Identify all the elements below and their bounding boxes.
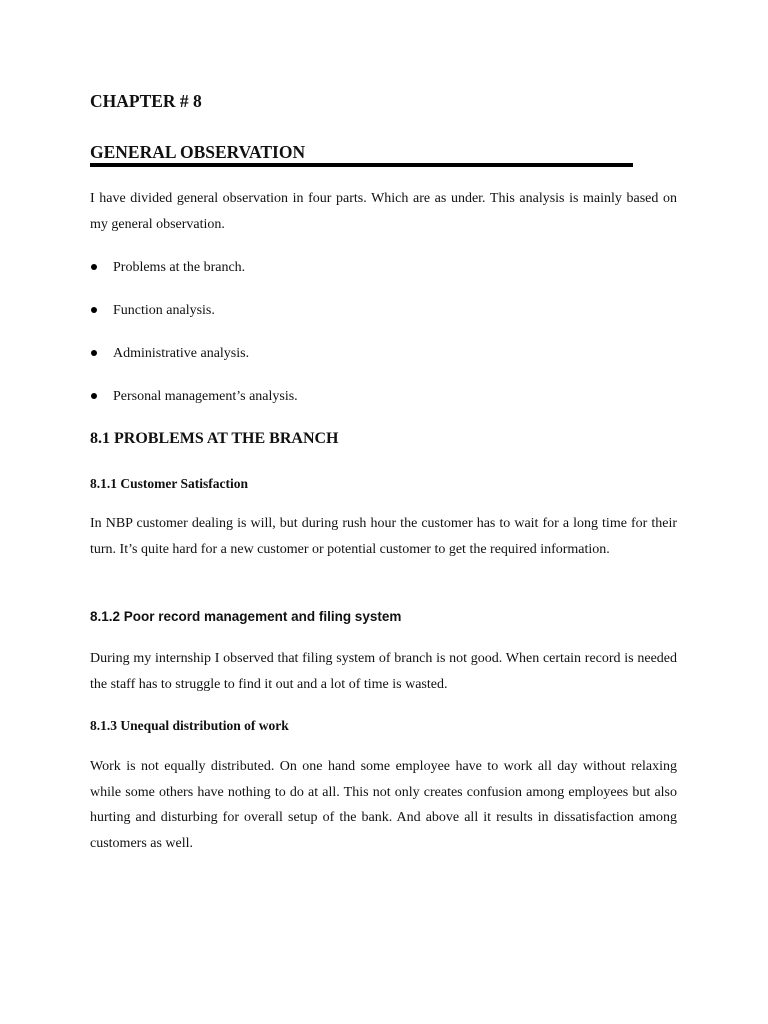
section-heading-8-1: 8.1 PROBLEMS AT THE BRANCH xyxy=(90,430,339,447)
list-item-text: Function analysis. xyxy=(113,303,215,318)
subsection-paragraph-8-1-3: Work is not equally distributed. On one hand some employee have to work all day without relaxing while some others have nothing to do at all. This not only creates confusion among employees but also hurting and disturbing for overall setup of the bank. And above all it results in dissatisfaction among customers as well. xyxy=(90,759,677,851)
list-item xyxy=(90,384,298,427)
list-item xyxy=(90,341,298,384)
observation-parts-list xyxy=(90,255,298,427)
title-underline-rule xyxy=(90,163,633,167)
subsection-heading-8-1-3: 8.1.3 Unequal distribution of work xyxy=(90,718,289,733)
bullet-icon xyxy=(91,393,97,399)
list-item-text: Administrative analysis. xyxy=(113,346,250,361)
list-item xyxy=(90,298,298,341)
intro-paragraph: I have divided general observation in four parts. Which are as under. This analysis is mainly based on my general observation. xyxy=(90,191,677,232)
subsection-paragraph-8-1-2: During my internship I observed that filing system of branch is not good. When certain record is needed the staff has to struggle to find it out and a lot of time is wasted. xyxy=(90,651,677,692)
list-item-text: Personal management’s analysis. xyxy=(113,389,298,404)
list-item xyxy=(90,255,298,298)
list-item-text: Problems at the branch. xyxy=(113,260,246,275)
chapter-heading: CHAPTER # 8 xyxy=(90,91,202,111)
subsection-heading-8-1-2: 8.1.2 Poor record management and filing system xyxy=(90,609,402,624)
chapter-title: GENERAL OBSERVATION xyxy=(90,142,306,162)
bullet-icon xyxy=(91,307,97,313)
subsection-heading-8-1-1: 8.1.1 Customer Satisfaction xyxy=(90,476,248,491)
subsection-paragraph-8-1-1: In NBP customer dealing is will, but during rush hour the customer has to wait for a long time for their turn. It’s quite hard for a new customer or potential customer to get the required information. xyxy=(90,516,677,557)
bullet-icon xyxy=(91,350,97,356)
bullet-icon xyxy=(91,264,97,270)
